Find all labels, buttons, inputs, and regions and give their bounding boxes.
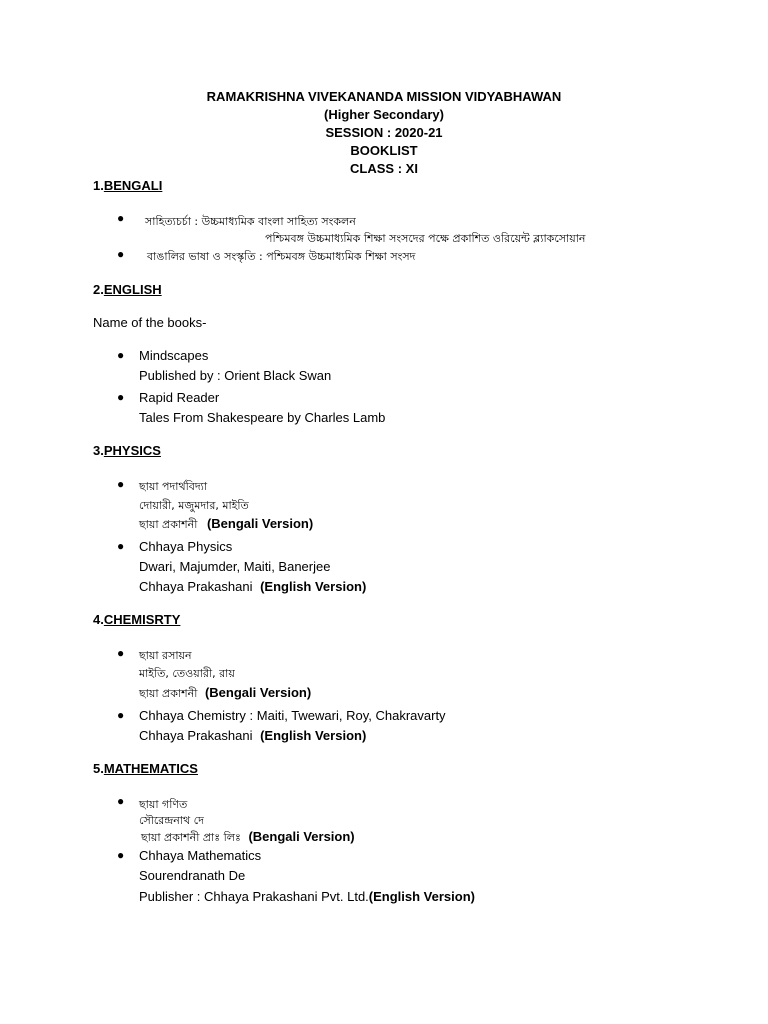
english-item1-line1: Mindscapes (139, 348, 209, 363)
math-item1-line2: সৌরেন্দ্রনাথ দে (139, 814, 204, 827)
chemistry-item1-line1: ছায়া রসায়ন (139, 649, 192, 662)
math-item2-line3: Publisher : Chhaya Prakashani Pvt. Ltd.(English Version) (139, 889, 475, 904)
section-physics-heading: 3.PHYSICS (93, 443, 161, 458)
english-intro: Name of the books- (93, 315, 207, 330)
chemistry-item2-line1: Chhaya Chemistry : Maiti, Twewari, Roy, Chakravarty (139, 708, 446, 723)
english-item2-line2: Tales From Shakespeare by Charles Lamb (139, 410, 386, 425)
bullet-icon: ● (117, 211, 125, 225)
bullet-icon: ● (117, 477, 125, 491)
bengali-item2-line1: বাঙালির ভাষা ও সংস্কৃতি : পশ্চিমবঙ্গ উচ্চমাধ্যমিক শিক্ষা সংসদ (147, 250, 416, 263)
section-english-heading: 2.ENGLISH (93, 282, 162, 297)
physics-item1-line3: ছায়া প্রকাশনী (Bengali Version) (139, 516, 314, 531)
section-bengali-heading: 1.BENGALI (93, 178, 163, 193)
bullet-icon: ● (117, 794, 125, 808)
english-item2-line1: Rapid Reader (139, 390, 220, 405)
bullet-icon: ● (117, 247, 125, 261)
section-chemistry-heading: 4.CHEMISRTY (93, 612, 181, 627)
math-item1-line1: ছায়া গণিত (139, 798, 188, 811)
physics-item2-line3: Chhaya Prakashani (English Version) (139, 579, 367, 594)
school-level: (Higher Secondary) (324, 107, 444, 122)
math-item1-line3: ছায়া প্রকাশনী প্রাঃ লিঃ (Bengali Version) (141, 829, 355, 844)
physics-item2-line2: Dwari, Majumder, Maiti, Banerjee (139, 559, 331, 574)
bullet-icon: ● (117, 848, 125, 862)
chemistry-item1-line3: ছায়া প্রকাশনী (Bengali Version) (139, 685, 312, 700)
bullet-icon: ● (117, 390, 125, 404)
bengali-item1-line1: সাহিত্যচর্চা : উচ্চমাধ্যমিক বাংলা সাহিত্য সংকলন (145, 215, 356, 228)
bengali-item1-line2: পশ্চিমবঙ্গ উচ্চমাধ্যমিক শিক্ষা সংসদের পক্ষে প্রকাশিত ওরিয়েন্ট ব্ল্যাকসোয়ান (265, 232, 586, 245)
school-name: RAMAKRISHNA VIVEKANANDA MISSION VIDYABHAWAN (206, 89, 562, 104)
bullet-icon: ● (117, 646, 125, 660)
english-item1-line2: Published by : Orient Black Swan (139, 368, 332, 383)
bullet-icon: ● (117, 348, 125, 362)
class-heading: CLASS : XI (350, 161, 418, 176)
math-item2-line1: Chhaya Mathematics (139, 848, 262, 863)
session: SESSION : 2020-21 (325, 125, 443, 140)
bullet-icon: ● (117, 539, 125, 553)
booklist-heading: BOOKLIST (350, 143, 418, 158)
physics-item1-line2: দোয়ারী, মজুমদার, মাইতি (139, 499, 249, 512)
section-mathematics-heading: 5.MATHEMATICS (93, 761, 198, 776)
physics-item2-line1: Chhaya Physics (139, 539, 233, 554)
chemistry-item1-line2: মাইতি, তেওয়ারী, রায় (139, 667, 235, 680)
bullet-icon: ● (117, 708, 125, 722)
physics-item1-line1: ছায়া পদার্থবিদ্যা (139, 480, 208, 493)
math-item2-line2: Sourendranath De (139, 868, 246, 883)
chemistry-item2-line2: Chhaya Prakashani (English Version) (139, 728, 367, 743)
